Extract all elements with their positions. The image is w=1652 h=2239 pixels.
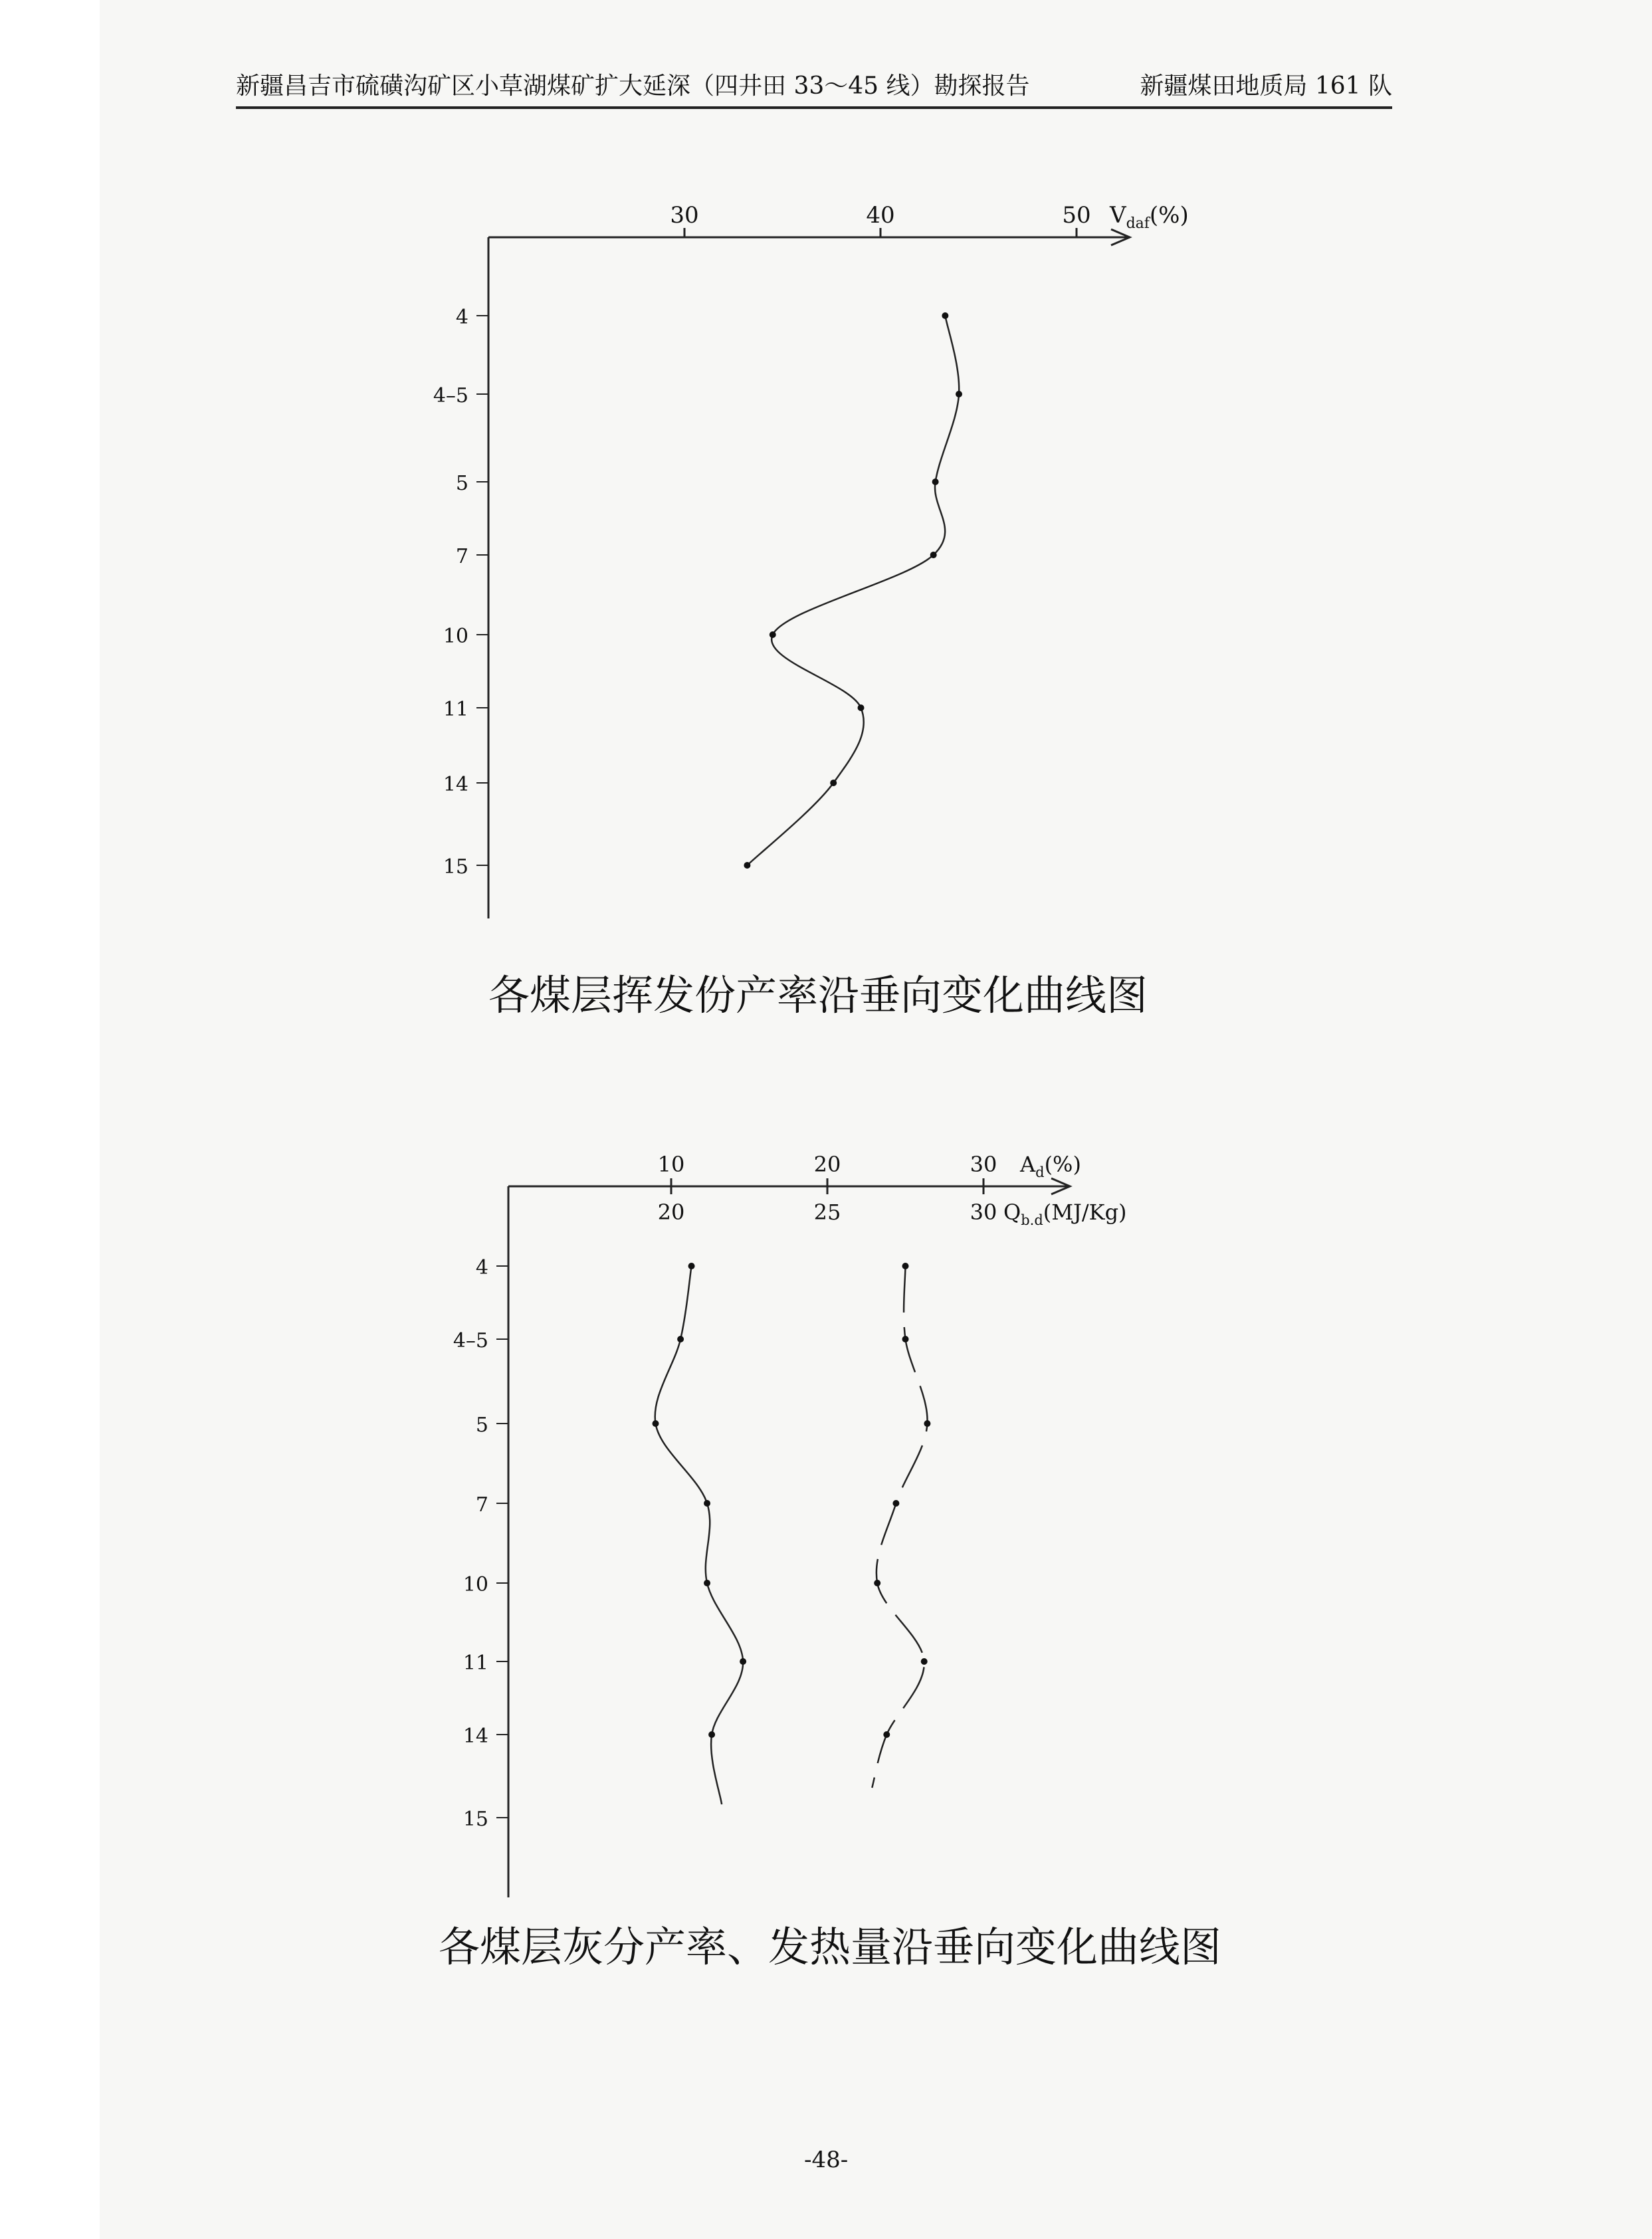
ash-data-point bbox=[704, 1500, 710, 1507]
calorific-data-point bbox=[902, 1263, 909, 1269]
seam-label: 4–5 bbox=[433, 384, 468, 407]
calorific-tick-label: 25 bbox=[813, 1200, 841, 1225]
calorific-data-point bbox=[902, 1336, 909, 1342]
data-point bbox=[744, 862, 750, 869]
ash-tick-label: 30 bbox=[970, 1152, 997, 1177]
data-point bbox=[830, 780, 837, 786]
seam-label: 15 bbox=[463, 1808, 488, 1831]
calorific-data-point bbox=[874, 1580, 880, 1586]
header-organization: 新疆煤田地质局 161 队 bbox=[1140, 72, 1392, 100]
ash-data-point bbox=[708, 1731, 715, 1738]
x-axis-label: $V_{daf}(\%)$ bbox=[1110, 202, 1189, 232]
seam-label: 14 bbox=[463, 1725, 488, 1748]
seam-label: 4 bbox=[455, 306, 468, 329]
seam-label: 14 bbox=[443, 773, 468, 796]
seam-label: 11 bbox=[463, 1652, 488, 1675]
calorific-data-point bbox=[892, 1500, 899, 1507]
x-tick-label: 40 bbox=[866, 202, 895, 229]
seam-label: 11 bbox=[443, 698, 468, 721]
data-point bbox=[956, 391, 962, 397]
seam-label: 4 bbox=[475, 1256, 488, 1279]
data-point bbox=[942, 312, 948, 319]
calorific-data-point bbox=[924, 1420, 930, 1427]
ash-data-point bbox=[740, 1658, 746, 1665]
seam-label: 5 bbox=[475, 1414, 488, 1437]
ash-curve bbox=[655, 1266, 743, 1804]
data-point bbox=[858, 704, 865, 711]
ash-calorific-chart bbox=[453, 1152, 1127, 1897]
ash-axis-label: $A_d(\%)$ bbox=[1020, 1152, 1081, 1180]
data-point bbox=[930, 552, 937, 558]
volatile-chart-caption: 各煤层挥发份产率沿垂向变化曲线图 bbox=[488, 971, 1148, 1019]
volatile-curve bbox=[747, 316, 959, 865]
seam-label: 4–5 bbox=[453, 1329, 488, 1352]
data-point bbox=[932, 479, 939, 485]
x-tick-label: 30 bbox=[670, 202, 699, 229]
calorific-tick-label: 20 bbox=[657, 1200, 685, 1225]
ash-data-point bbox=[677, 1336, 684, 1342]
ash-data-point bbox=[653, 1420, 659, 1427]
seam-label: 7 bbox=[475, 1493, 488, 1517]
seam-label: 15 bbox=[443, 855, 468, 879]
x-tick-label: 50 bbox=[1062, 202, 1091, 229]
ash-data-point bbox=[688, 1263, 695, 1269]
seam-label: 5 bbox=[455, 472, 468, 495]
header-report-title: 新疆昌吉市硫磺沟矿区小草湖煤矿扩大延深（四井田 33～45 线）勘探报告 bbox=[236, 72, 1030, 100]
ash-data-point bbox=[704, 1580, 710, 1586]
ash-calorific-chart-caption: 各煤层灰分产率、发热量沿垂向变化曲线图 bbox=[439, 1923, 1222, 1971]
seam-label: 10 bbox=[463, 1573, 488, 1596]
data-point bbox=[770, 631, 776, 638]
seam-label: 10 bbox=[443, 625, 468, 648]
calorific-data-point bbox=[921, 1658, 928, 1665]
calorific-data-point bbox=[883, 1731, 890, 1738]
seam-label: 7 bbox=[455, 545, 468, 568]
volatile-chart bbox=[433, 202, 1189, 918]
page-number: -48- bbox=[804, 2147, 849, 2173]
calorific-curve bbox=[872, 1266, 927, 1788]
ash-tick-label: 20 bbox=[813, 1152, 841, 1177]
calorific-axis-label: $Q_{b.d}(MJ/Kg)$ bbox=[1003, 1200, 1127, 1228]
ash-tick-label: 10 bbox=[657, 1152, 685, 1177]
calorific-tick-label: 30 bbox=[970, 1200, 997, 1225]
